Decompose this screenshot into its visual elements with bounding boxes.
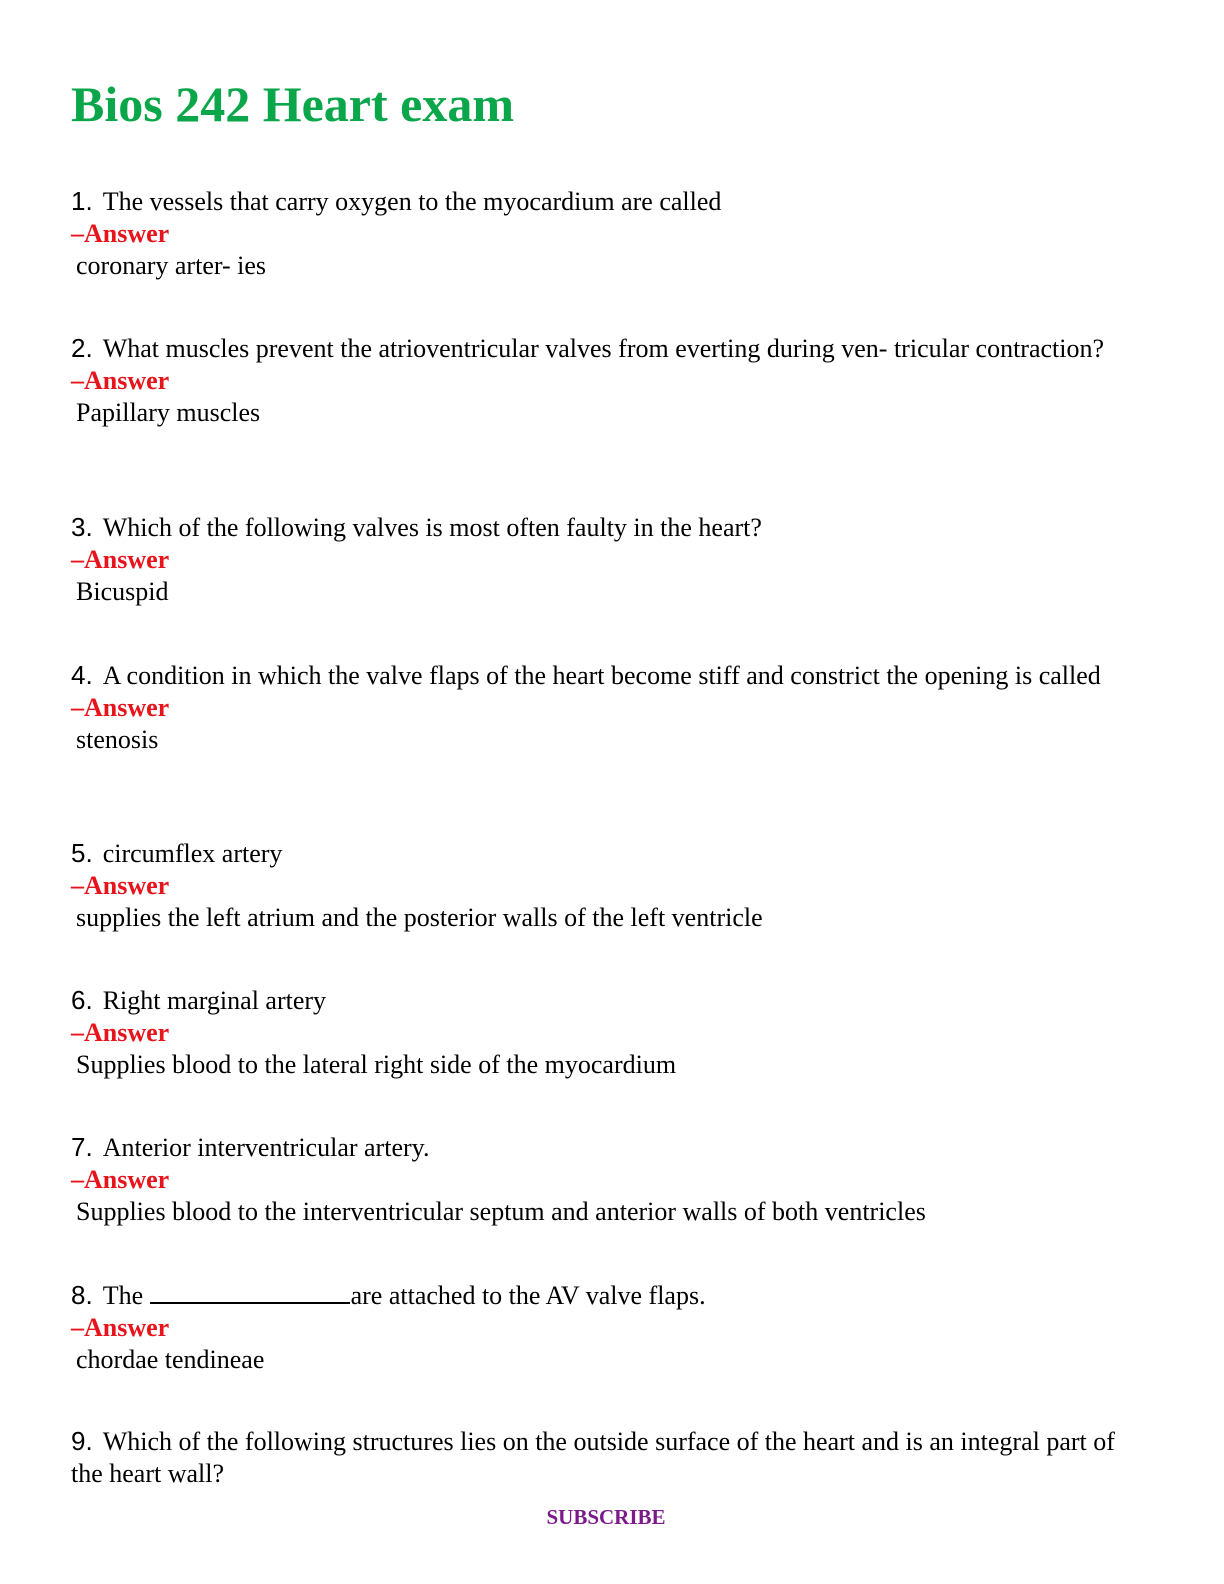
question-text xyxy=(71,185,1131,218)
question-text xyxy=(71,837,1131,870)
answer-text: coronary arter- ies xyxy=(76,251,267,280)
question-block-9 xyxy=(71,1425,1131,1490)
fill-in-blank xyxy=(150,1278,350,1304)
question-block-2 xyxy=(71,332,1131,429)
question-text xyxy=(71,1425,1131,1490)
question-body: Anterior interventricular artery. xyxy=(102,1133,430,1162)
question-body: The vessels that carry oxygen to the myocardium are called xyxy=(102,187,722,216)
question-block-5 xyxy=(71,837,1131,934)
question-number: 2. xyxy=(71,333,93,363)
question-number: 7. xyxy=(71,1132,93,1162)
question-body: Right marginal artery xyxy=(102,986,327,1015)
question-body-before-blank: The xyxy=(102,1281,150,1310)
question-body: circumflex artery xyxy=(102,839,283,868)
question-text xyxy=(71,984,1131,1017)
answer-label: –Answer xyxy=(71,545,170,574)
question-body: Which of the following structures lies on the outside surface of the heart and is an integral part of the heart wall? xyxy=(71,1427,1115,1488)
answer-label: –Answer xyxy=(71,1165,170,1194)
question-body: What muscles prevent the atrioventricular valves from everting during ven- tricular contraction? xyxy=(102,334,1105,363)
question-block-8 xyxy=(71,1278,1131,1376)
answer-label: –Answer xyxy=(71,219,170,248)
answer-label: –Answer xyxy=(71,1018,170,1047)
question-number: 9. xyxy=(71,1426,93,1456)
question-body-after-blank: are attached to the AV valve flaps. xyxy=(350,1281,706,1310)
question-text xyxy=(71,1278,1131,1312)
question-number: 5. xyxy=(71,838,93,868)
question-text xyxy=(71,1131,1131,1164)
answer-label: –Answer xyxy=(71,1313,170,1342)
question-block-6 xyxy=(71,984,1131,1081)
question-body: Which of the following valves is most often faulty in the heart? xyxy=(102,513,762,542)
question-body: A condition in which the valve flaps of the heart become stiff and constrict the opening is called xyxy=(102,661,1101,690)
answer-label: –Answer xyxy=(71,366,170,395)
answer-label: –Answer xyxy=(71,871,170,900)
question-block-1 xyxy=(71,185,1131,282)
page-title: Bios 242 Heart exam xyxy=(71,76,514,132)
answer-text: stenosis xyxy=(76,725,159,754)
question-number: 8. xyxy=(71,1280,93,1310)
question-number: 1. xyxy=(71,186,93,216)
question-text xyxy=(71,332,1131,365)
question-number: 4. xyxy=(71,660,93,690)
question-number: 6. xyxy=(71,985,93,1015)
answer-label: –Answer xyxy=(71,693,170,722)
question-block-3 xyxy=(71,511,1131,608)
question-block-7 xyxy=(71,1131,1131,1228)
answer-text: supplies the left atrium and the posterior walls of the left ventricle xyxy=(76,903,763,932)
question-text xyxy=(71,511,1131,544)
answer-text: chordae tendineae xyxy=(76,1345,265,1374)
question-text xyxy=(71,659,1131,692)
answer-text: Bicuspid xyxy=(76,577,169,606)
answer-text: Supplies blood to the interventricular septum and anterior walls of both ventricles xyxy=(76,1197,926,1226)
question-number: 3. xyxy=(71,512,93,542)
answer-text: Supplies blood to the lateral right side of the myocardium xyxy=(76,1050,677,1079)
answer-text: Papillary muscles xyxy=(76,398,261,427)
subscribe-link[interactable]: SUBSCRIBE xyxy=(546,1505,666,1529)
question-block-4 xyxy=(71,659,1131,756)
